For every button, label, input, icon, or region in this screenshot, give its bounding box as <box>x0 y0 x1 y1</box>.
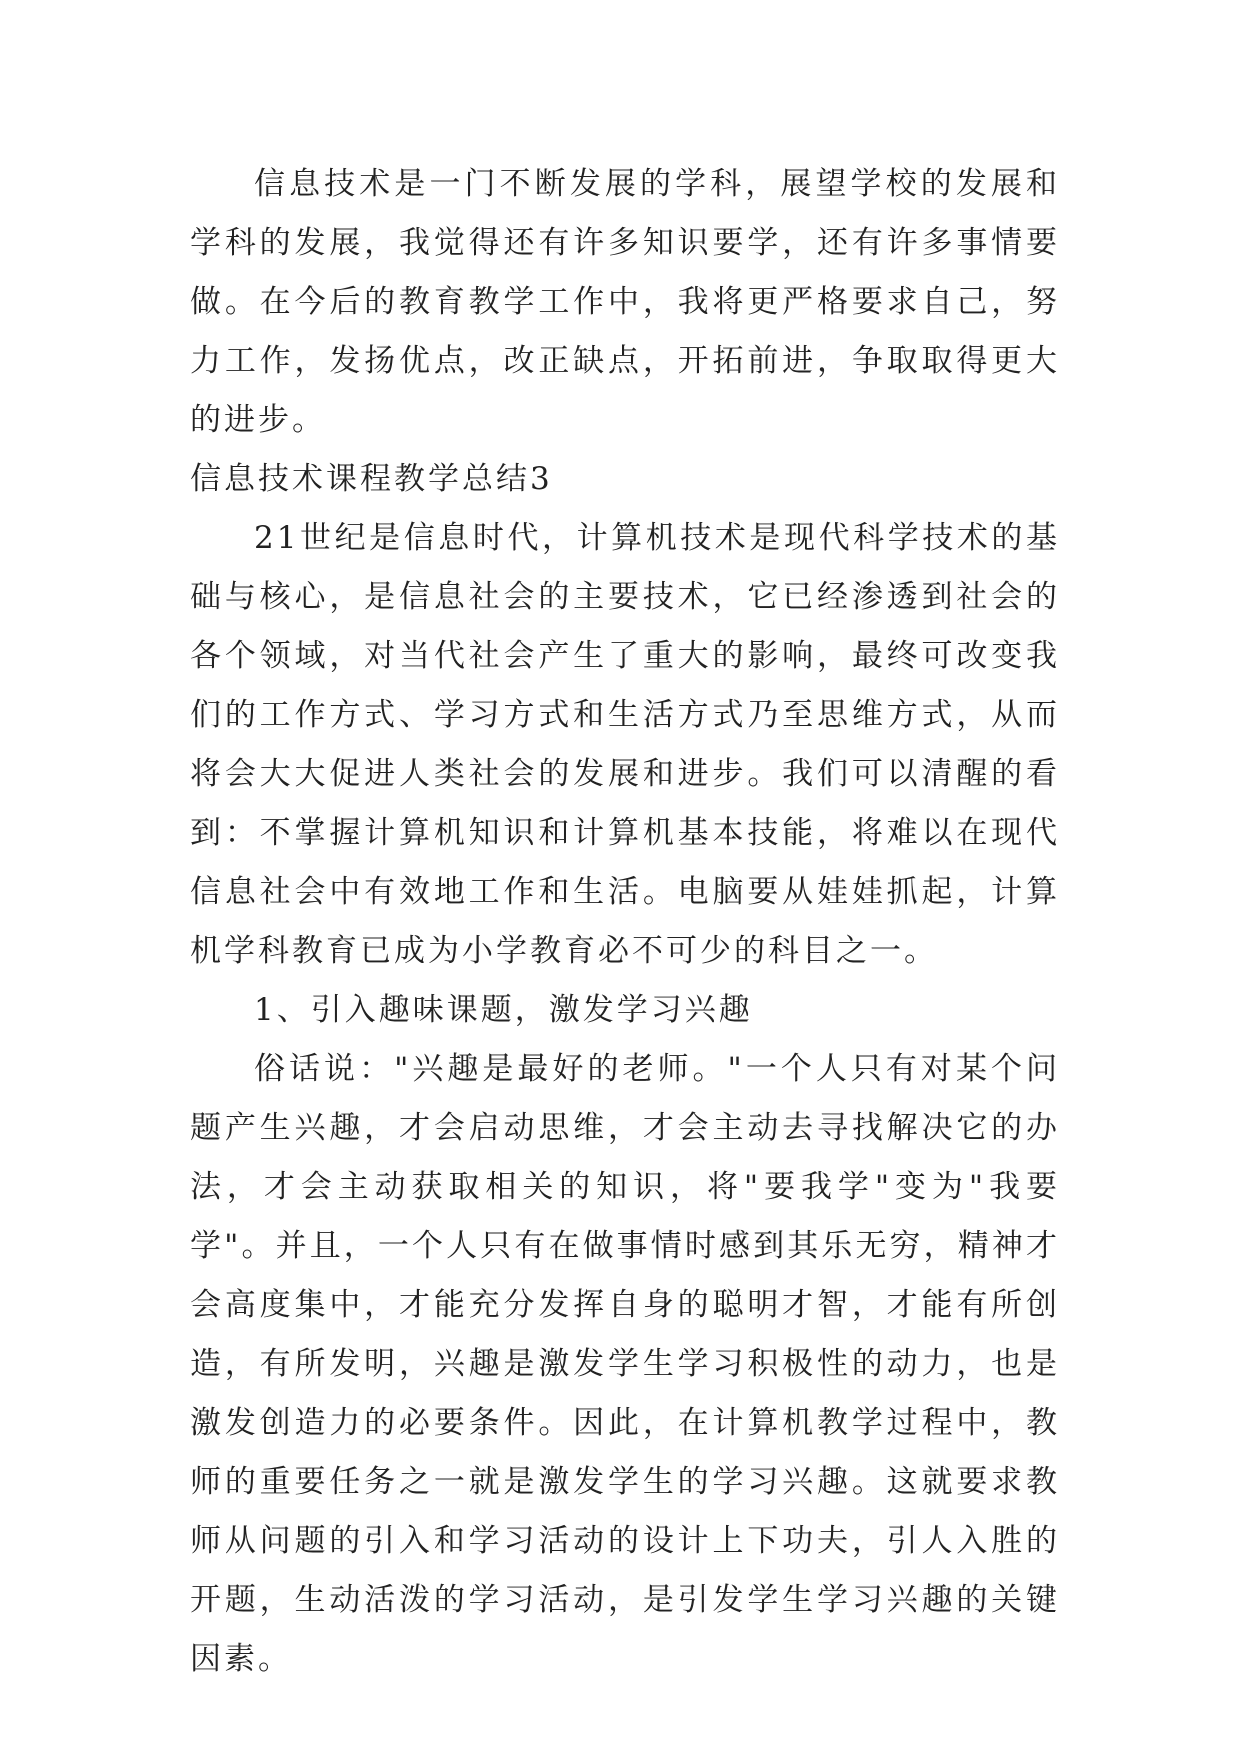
document-body <box>190 155 1060 1689</box>
section-heading: 信息技术课程教学总结3 <box>190 461 553 497</box>
paragraph-2: 21世纪是信息时代，计算机技术是现代科学技术的基础与核心，是信息社会的主要技术，它已经渗透到社会的各个领域，对当代社会产生了重大的影响，最终可改变我们的工作方式、学习方式和生活方式乃至思维方式，从而将会大大促进人类社会的发展和进步。我们可以清醒的看到：不掌握计算机知识和计算机基本技能，将难以在现代信息社会中有效地工作和生活。电脑要从娃娃抓起，计算机学科教育已成为小学教育必不可少的科目之一。 <box>190 520 1060 969</box>
paragraph-3: 俗话说："兴趣是最好的老师。"一个人只有对某个问题产生兴趣，才会启动思维，才会主动去寻找解决它的办法，才会主动获取相关的知识，将"要我学"变为"我要学"。并且，一个人只有在做事情时感到其乐无穷，精神才会高度集中，才能充分发挥自身的聪明才智，才能有所创造，有所发明，兴趣是激发学生学习积极性的动力，也是激发创造力的必要条件。因此，在计算机教学过程中，教师的重要任务之一就是激发学生的学习兴趣。这就要求教师从问题的引入和学习活动的设计上下功夫，引人入胜的开题，生动活泼的学习活动，是引发学生学习兴趣的关键因素。 <box>190 1051 1060 1677</box>
paragraph-1: 信息技术是一门不断发展的学科，展望学校的发展和学科的发展，我觉得还有许多知识要学，还有许多事情要做。在今后的教育教学工作中，我将更严格要求自己，努力工作，发扬优点，改正缺点，开拓前进，争取取得更大的进步。 <box>190 166 1060 438</box>
subheading-1: 1、引入趣味课题，激发学习兴趣 <box>254 992 753 1028</box>
